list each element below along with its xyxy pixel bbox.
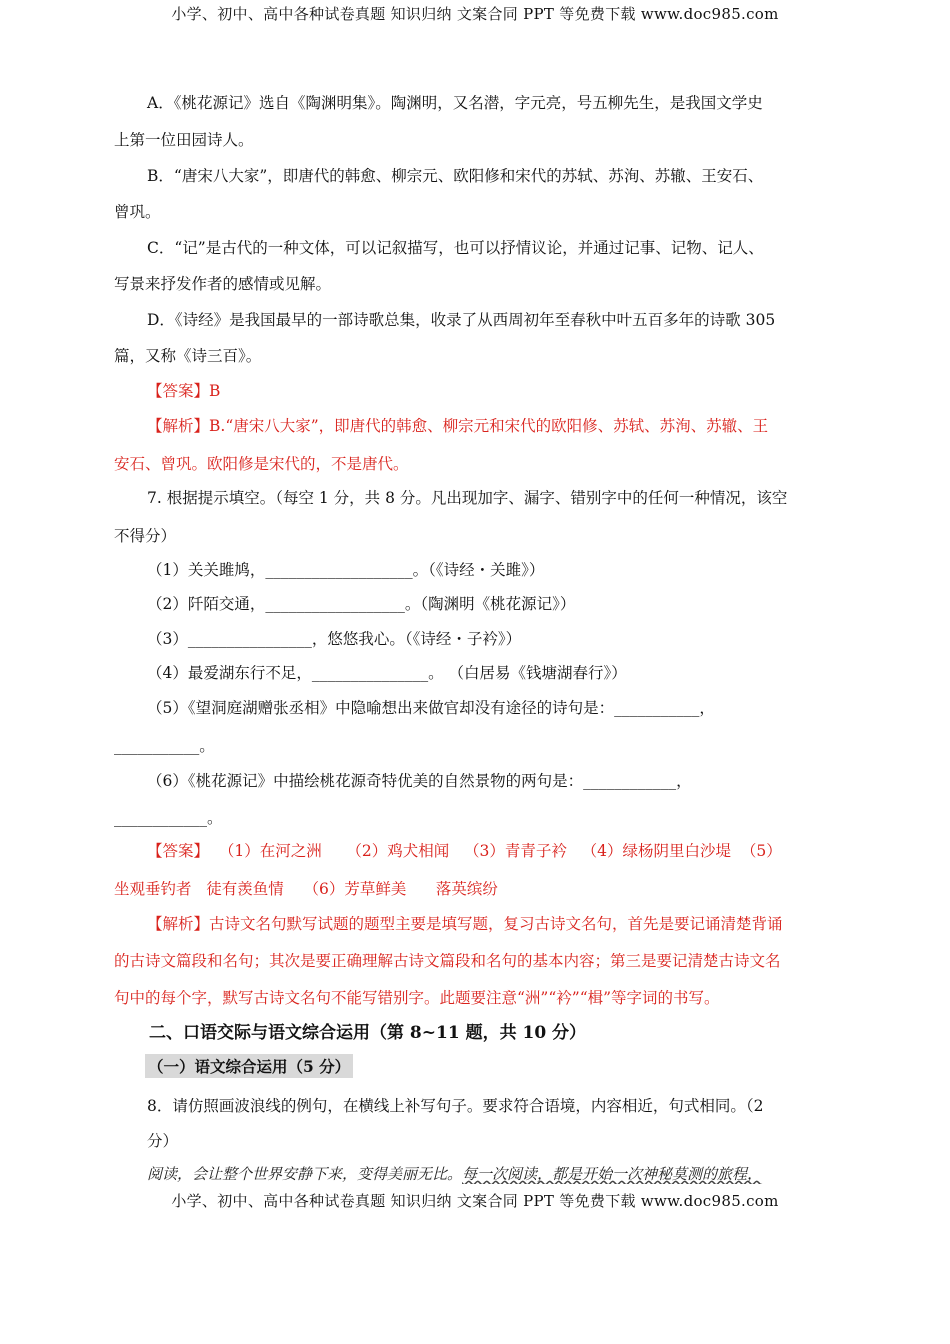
q7-item-3: （3）________________，悠悠我心。（《诗经・子衿》） (147, 630, 522, 648)
passage-plain: 阅读，会让整个世界安静下来，变得美丽无比。 (147, 1165, 463, 1183)
q6-answer (114, 379, 869, 401)
option-a-line1: A．《桃花源记》选自《陶渊明集》。陶渊明，又名潜，字元亮，号五柳先生，是我国文学史 (147, 94, 763, 112)
answer-tag: 【答案】 (147, 382, 210, 400)
q7-item-1: （1）关关雎鸠，___________________。（《诗经・关雎》） (147, 561, 545, 579)
analysis-text: B.“唐宋八大家”，即唐代的韩愈、柳宗元和宋代的欧阳修、苏轼、苏洵、苏辙、王 (209, 417, 769, 435)
option-b-line1: B．“唐宋八大家”，即唐代的韩愈、柳宗元、欧阳修和宋代的苏轼、苏洵、苏辙、王安石、 (147, 167, 764, 185)
option-d-line1: D．《诗经》是我国最早的一部诗歌总集，收录了从西周初年至春秋中叶五百多年的诗歌 305 (147, 311, 776, 329)
analysis-tag: 【解析】 (147, 417, 210, 435)
q7-item-6-line1: （6）《桃花源记》中描绘桃花源奇特优美的自然景物的两句是：____________， (147, 772, 692, 790)
subsection (145, 1054, 867, 1078)
section-title: 二、口语交际与语文综合运用（第 8~11 题，共 10 分） (149, 1023, 587, 1043)
answer-tag: 【答案】 (147, 842, 210, 860)
option-d-line2: 篇，又称《诗三百》。 (114, 347, 262, 365)
q8-stem-line2: 分） (147, 1132, 179, 1150)
q7-item-6-line2: ____________。 (114, 809, 223, 827)
q7-answer-line1 (114, 839, 869, 861)
q7-item-5-line1: （5）《望洞庭湖赠张丞相》中隐喻想出来做官却没有途径的诗句是：___________， (147, 699, 715, 717)
q7-analysis-line3: 句中的每个字，默写古诗文名句不能写错别字。此题要注意“洲”“衿”“楫”等字词的书写。 (114, 989, 720, 1007)
q7-item-4: （4）最爱湖东行不足，_______________。 （白居易《钱塘湖春行》） (147, 664, 627, 682)
page-header: 小学、初中、高中各种试卷真题 知识归纳 文案合同 PPT 等免费下载 www.doc985.com (171, 5, 779, 23)
option-b-line2: 曾巩。 (114, 203, 161, 221)
q7-analysis-line2: 的古诗文篇段和名句；其次是要正确理解古诗文篇段和名句的基本内容；第三是要记清楚古诗文名 (114, 952, 781, 970)
page-footer: 小学、初中、高中各种试卷真题 知识归纳 文案合同 PPT 等免费下载 www.doc985.com (171, 1192, 779, 1210)
q7-stem-line2: 不得分） (114, 527, 177, 545)
q7-answer-line2: 坐观垂钓者 徒有羡鱼情 （6）芳草鲜美 落英缤纷 (114, 880, 498, 898)
q8-stem-line1: 8．请仿照画波浪线的例句，在横线上补写句子。要求符合语境，内容相近，句式相同。（2 (147, 1097, 764, 1115)
passage-wavy-example: 每一次阅读，都是开始一次神秘莫测的旅程， (462, 1165, 763, 1183)
subsection-title: （一）语文综合运用（5 分） (145, 1054, 353, 1078)
answer-text: （1）在河之洲 （2）鸡犬相闻 （3）青青子衿 （4）绿杨阴里白沙堤 （5） (209, 842, 782, 860)
q6-analysis-line1 (114, 414, 869, 436)
answer-value: B (209, 382, 221, 400)
q6-analysis-line2: 安石、曾巩。欧阳修是宋代的，不是唐代。 (114, 455, 409, 473)
q7-stem-line1: 7. 根据提示填空。（每空 1 分，共 8 分。凡出现加字、漏字、错别字中的任何一种情况，该空 (147, 489, 788, 507)
option-c-line1: C．“记”是古代的一种文体，可以记叙描写，也可以抒情议论，并通过记事、记物、记人、 (147, 239, 764, 257)
option-a-line2: 上第一位田园诗人。 (114, 131, 254, 149)
q7-item-2: （2）阡陌交通，__________________。（陶渊明《桃花源记》） (147, 595, 576, 613)
analysis-tag: 【解析】 (147, 915, 210, 933)
analysis-text: 古诗文名句默写试题的题型主要是填写题，复习古诗文名句，首先是要记诵清楚背诵 (209, 915, 783, 933)
q8-passage (147, 1163, 837, 1184)
option-c-line2: 写景来抒发作者的感情或见解。 (114, 275, 332, 293)
q7-analysis-line1 (114, 912, 869, 934)
q7-item-5-line2: ___________。 (114, 737, 215, 755)
